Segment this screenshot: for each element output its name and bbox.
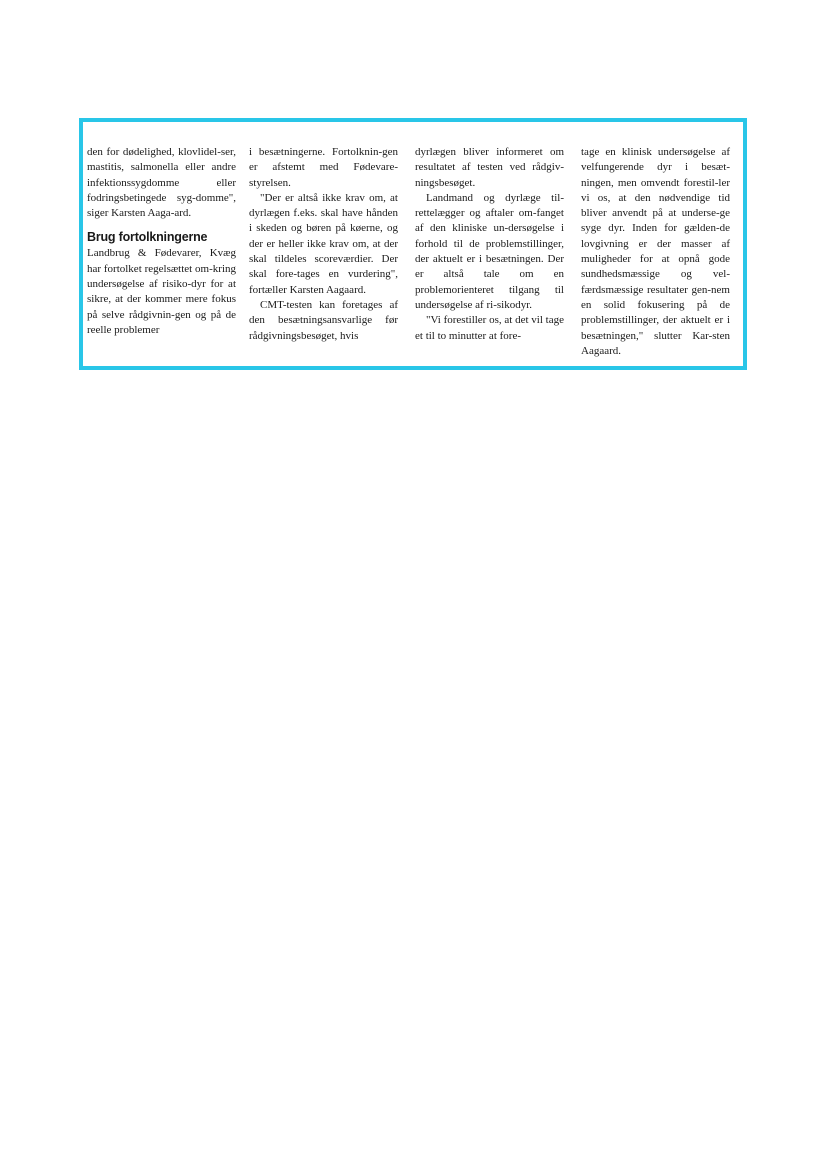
paragraph: CMT-testen kan foretages af den besætningsansvarlige før rådgivningsbesøget, hvis <box>249 298 398 342</box>
article-frame <box>79 118 747 370</box>
article-column-4 <box>581 145 730 359</box>
article-column-1 <box>87 145 236 338</box>
paragraph: i besætningerne. Fortolknin-gen er afstemt med Fødevare-styrelsen. <box>249 146 398 189</box>
paragraph: tage en klinisk undersøgelse af velfungerende dyr i besæt-ningen, men omvendt forestil-ler vi os, at den nødvendige tid bliver anvendt på at underse-ge syge dyr. Inden for gælden-de lovgivning er der masser af muligheder for at opnå gode sundhedsmæssige og vel-færdsmæssige resultater gen-nem en solid fokusering på de problemstillinger, der aktuelt er i besætningen," slutter Kar-sten Aagaard. <box>581 146 730 357</box>
paragraph: Landbrug & Fødevarer, Kvæg har fortolket regelsættet om-kring undersøgelse af risiko-dyr for at sikre, at der kommer mere fokus på selve rådgivnin-gen og på de reelle problemer <box>87 247 236 336</box>
article-subheading: Brug fortolkningerne <box>87 230 208 245</box>
paragraph: "Vi forestiller os, at det vil tage et til to minutter at fore- <box>415 314 564 342</box>
article-column-3 <box>415 145 564 344</box>
paragraph: "Der er altså ikke krav om, at dyrlægen f.eks. skal have hånden i skeden og børen på køerne, og der er heller ikke krav om, at der skal tildeles scoreværdier. Der skal fore-tages en vurdering", fortæller Karsten Aagaard. <box>249 191 398 296</box>
article-column-2 <box>249 145 398 344</box>
paragraph: den for dødelighed, klovlidel-ser, mastitis, salmonella eller andre infektionssygdomme eller fodringsbetingede syg-domme", siger Karsten Aaga-ard. <box>87 146 236 220</box>
paragraph: Landmand og dyrlæge til-rettelægger og aftaler om-fanget af den kliniske un-dersøgelse i forhold til de problemstillinger, der aktuelt er i besætningen. Der er altså tale om en problemorienteret tilgang til undersøgelse af ri-sikodyr. <box>415 191 564 311</box>
paragraph: dyrlægen bliver informeret om resultatet af testen ved rådgiv-ningsbesøget. <box>415 146 564 189</box>
